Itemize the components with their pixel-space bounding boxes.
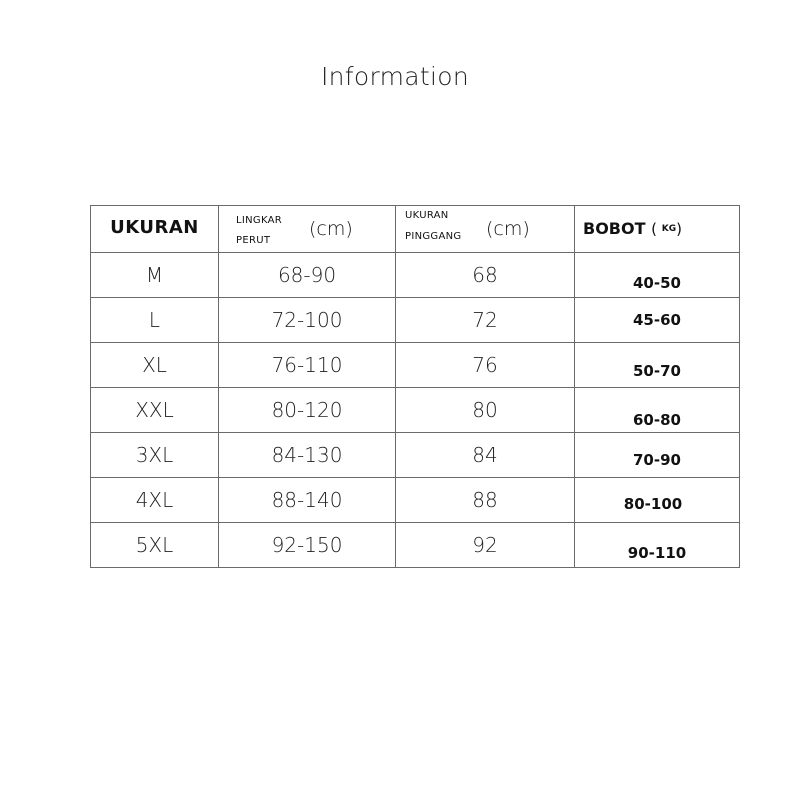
header-pinggang-unit: (cm) [486, 218, 530, 240]
table-row [91, 253, 740, 298]
header-perut-unit: (cm) [309, 218, 353, 240]
bobot-cell: 40-50 [633, 273, 681, 292]
size-cell: 3XL [135, 443, 174, 467]
header-lingkar-perut [219, 206, 396, 253]
bobot-cell: 45-60 [633, 310, 681, 329]
header-ukuran [91, 206, 219, 253]
bobot-cell: 90-110 [627, 543, 687, 562]
bobot-cell: 60-80 [633, 410, 681, 429]
pinggang-cell: 84 [472, 443, 498, 467]
perut-cell: 84-130 [271, 443, 343, 467]
pinggang-cell: 80 [472, 398, 498, 422]
size-cell: XL [142, 353, 167, 377]
pinggang-cell: 88 [472, 488, 498, 512]
size-cell: 5XL [135, 533, 174, 557]
header-row [91, 206, 740, 253]
header-ukuran-small-label: UKURAN [405, 210, 449, 221]
bobot-cell: 50-70 [633, 361, 681, 380]
header-bobot-kg [651, 220, 682, 238]
kg-unit: KG [661, 224, 677, 234]
size-cell: 4XL [135, 488, 174, 512]
header-bobot [575, 206, 740, 253]
size-cell: L [148, 308, 161, 332]
table-row [91, 523, 740, 568]
header-perut-label: PERUT [236, 235, 271, 246]
size-cell: M [145, 263, 164, 287]
kg-open-paren: ( [651, 220, 657, 238]
size-cell: XXL [135, 398, 174, 422]
perut-cell: 88-140 [271, 488, 343, 512]
pinggang-cell: 92 [472, 533, 498, 557]
pinggang-cell: 68 [472, 263, 498, 287]
size-chart-table [90, 205, 740, 568]
header-bobot-text: BOBOT [583, 219, 646, 238]
header-pinggang-label: PINGGANG [405, 231, 462, 242]
pinggang-cell: 76 [472, 353, 498, 377]
page-title: Information [320, 62, 469, 91]
table-row [91, 433, 740, 478]
header-bobot-label [583, 219, 682, 238]
header-lingkar-label: LINGKAR [236, 215, 283, 226]
table-row [91, 388, 740, 433]
perut-cell: 80-120 [271, 398, 343, 422]
pinggang-cell: 72 [472, 308, 498, 332]
perut-cell: 72-100 [271, 308, 343, 332]
header-ukuran-pinggang [396, 206, 575, 253]
perut-cell: 68-90 [277, 263, 337, 287]
kg-close-paren: ) [676, 220, 682, 238]
header-ukuran-label: UKURAN [110, 216, 199, 238]
bobot-cell: 70-90 [633, 450, 681, 469]
bobot-cell: 80-100 [623, 494, 683, 513]
table-row [91, 343, 740, 388]
perut-cell: 92-150 [271, 533, 343, 557]
table-row [91, 298, 740, 343]
perut-cell: 76-110 [271, 353, 343, 377]
table-row [91, 478, 740, 523]
